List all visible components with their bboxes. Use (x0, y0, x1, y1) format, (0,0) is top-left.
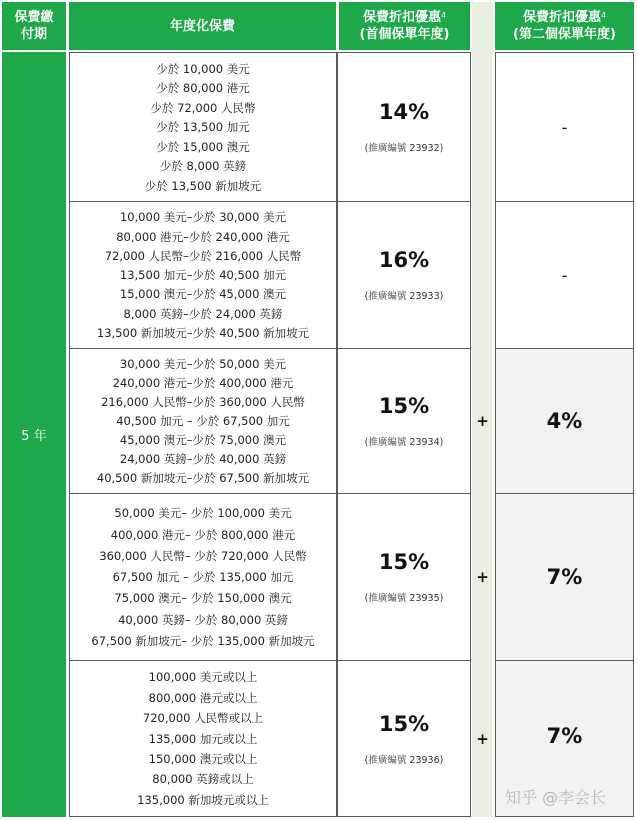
header-first-year-sub: (首個保單年度) (359, 27, 450, 42)
term-cell (2, 52, 66, 817)
range-line: 135,000 加元或以上 (148, 731, 258, 746)
first-year-discount-cell-4 (337, 493, 471, 661)
range-line: 30,000 美元–少於 50,000 美元 (119, 357, 287, 371)
second-year-discount: - (561, 117, 568, 137)
header-term-line1: 保費繳 (14, 10, 54, 25)
plus-glyph: + (476, 729, 489, 748)
plus-sign-5 (472, 660, 493, 817)
header-first-year-footnote: 4 (440, 11, 447, 20)
range-line: 40,000 英鎊– 少於 80,000 英鎊 (118, 612, 288, 627)
premium-range-cell-1 (69, 52, 337, 202)
range-line: 360,000 人民幣– 少於 720,000 人民幣 (99, 548, 307, 563)
header-second-year (495, 2, 634, 50)
range-line: 少於 15,000 澳元 (156, 139, 250, 154)
range-line: 75,000 澳元– 少於 150,000 澳元 (114, 591, 292, 606)
range-line: 少於 13,500 加元 (156, 120, 250, 134)
range-line: 240,000 港元–少於 400,000 港元 (112, 376, 294, 390)
range-line: 80,000 英鎊或以上 (152, 772, 254, 787)
range-line: 150,000 澳元或以上 (148, 751, 258, 766)
range-line: 100,000 美元或以上 (148, 670, 258, 685)
range-line: 800,000 港元或以上 (148, 690, 258, 705)
premium-range-cell-5 (69, 660, 337, 817)
first-year-discount: 15% (378, 711, 430, 736)
range-line: 少於 8,000 英鎊 (159, 159, 247, 173)
range-line: 67,500 新加坡元– 少於 135,000 新加坡元 (91, 633, 315, 648)
range-line: 8,000 英鎊–少於 24,000 英鎊 (123, 306, 283, 321)
term-label: 5 年 (21, 429, 47, 444)
range-line: 少於 10,000 美元 (156, 61, 250, 76)
range-line: 80,000 港元–少於 240,000 港元 (116, 229, 290, 244)
second-year-discount: 7% (546, 723, 583, 748)
promo-code: (推廣編號 23932) (364, 143, 444, 154)
first-year-discount-cell-3 (337, 348, 471, 494)
header-premium-label: 年度化保費 (169, 18, 235, 34)
second-year-discount-cell-2 (495, 201, 634, 349)
second-year-discount-cell-3 (495, 348, 634, 494)
first-year-discount: 15% (378, 394, 430, 418)
range-line: 少於 80,000 港元 (156, 81, 250, 95)
first-year-discount-cell-5 (337, 660, 471, 817)
range-line: 72,000 人民幣–少於 216,000 人民幣 (104, 248, 302, 263)
promo-code: (推廣編號 23934) (364, 437, 444, 448)
range-line: 少於 72,000 人民幣 (150, 100, 256, 115)
plus-sign-4 (472, 493, 493, 661)
promo-code: (推廣編號 23933) (364, 291, 444, 302)
header-first-year (339, 2, 470, 50)
premium-range-cell-4 (69, 493, 337, 661)
header-second-year-footnote: 4 (600, 11, 607, 20)
range-line: 15,000 澳元–少於 45,000 澳元 (119, 287, 287, 302)
watermark-text: 知乎 @李会长 (505, 787, 607, 807)
range-line: 45,000 澳元–少於 75,000 澳元 (119, 433, 287, 447)
plus-glyph: + (476, 568, 489, 586)
header-first-year-label: 保費折扣優惠 (362, 10, 441, 25)
premium-range-cell-2 (69, 201, 337, 349)
second-year-discount: - (561, 265, 568, 285)
header-premium (69, 2, 336, 50)
range-line: 135,000 新加坡元或以上 (137, 792, 269, 807)
promo-code: (推廣編號 23936) (364, 754, 444, 766)
range-line: 10,000 美元–少於 30,000 美元 (119, 210, 287, 225)
first-year-discount: 14% (378, 100, 430, 124)
second-year-discount: 4% (546, 409, 583, 433)
range-line: 少於 13,500 新加坡元 (144, 178, 262, 193)
header-term-line2: 付期 (20, 27, 47, 42)
range-line: 400,000 港元– 少於 800,000 港元 (110, 527, 296, 542)
first-year-discount-cell-2 (337, 201, 471, 349)
plus-glyph: + (476, 412, 489, 430)
header-second-year-sub: (第二個保單年度) (513, 27, 616, 42)
premium-range-cell-3 (69, 348, 337, 494)
header-term (2, 2, 66, 50)
second-year-discount-cell-1 (495, 52, 634, 202)
range-line: 24,000 英鎊–少於 40,000 英鎊 (119, 452, 287, 466)
first-year-discount-cell-1 (337, 52, 471, 202)
range-line: 67,500 加元 – 少於 135,000 加元 (112, 570, 294, 584)
second-year-discount-cell-4 (495, 493, 634, 661)
watermark (505, 784, 630, 808)
range-line: 40,500 新加坡元–少於 67,500 新加坡元 (96, 471, 310, 485)
header-second-year-label: 保費折扣優惠 (522, 10, 601, 25)
first-year-discount: 15% (378, 550, 430, 574)
range-line: 216,000 人民幣–少於 360,000 人民幣 (101, 395, 305, 409)
range-line: 13,500 加元–少於 40,500 加元 (119, 268, 287, 282)
second-year-discount: 7% (546, 565, 583, 589)
range-line: 720,000 人民幣或以上 (142, 711, 264, 726)
promo-code: (推廣編號 23935) (364, 593, 444, 604)
range-line: 40,500 加元 – 少於 67,500 加元 (116, 414, 290, 428)
range-line: 13,500 新加坡元–少於 40,500 新加坡元 (96, 325, 310, 340)
plus-sign-3 (472, 348, 493, 494)
range-line: 50,000 美元– 少於 100,000 美元 (114, 506, 292, 521)
first-year-discount: 16% (378, 248, 430, 272)
